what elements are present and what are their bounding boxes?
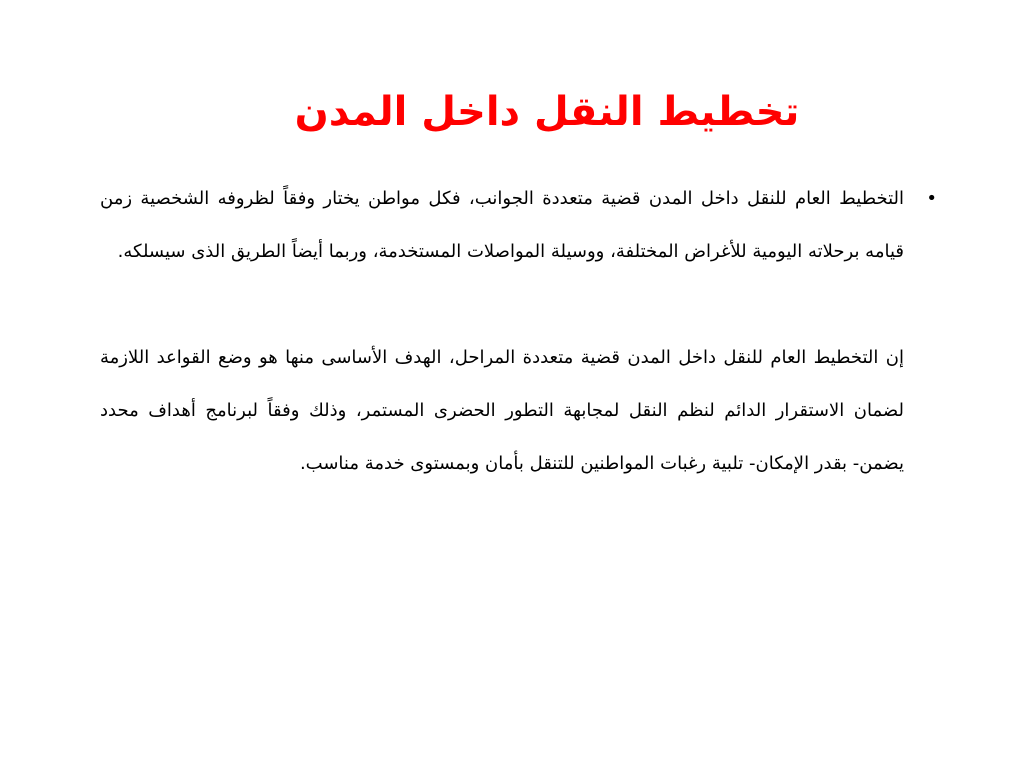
paragraph-spacer	[100, 278, 904, 331]
body-paragraph: إن التخطيط العام للنقل داخل المدن قضية متعددة المراحل، الهدف الأساسى منها هو وضع القواعد اللازمة لضمان الاستقرار الدائم لنظم النقل لمجابهة التطور الحضرى المستمر، وذلك وفقاً لبرنامج أهداف محدد يضمن- بقدر الإمكان- تلبية رغبات المواطنين للتنقل بأمان وبمستوى خدمة مناسب.	[100, 347, 904, 474]
slide-title: تخطيط النقل داخل المدن	[294, 89, 800, 135]
bullet-text: التخطيط العام للنقل داخل المدن قضية متعددة الجوانب، فكل مواطن يختار وفقاً لظروفه الشخصية زمن قيامه برحلاته اليومية للأغراض المختلفة، ووسيلة المواصلات المستخدمة، وربما أيضاً الطريق الذى سيسلكه.	[100, 188, 904, 262]
slide-content	[100, 172, 937, 490]
bullet-item	[100, 172, 937, 278]
bullet-icon: •	[926, 188, 937, 209]
